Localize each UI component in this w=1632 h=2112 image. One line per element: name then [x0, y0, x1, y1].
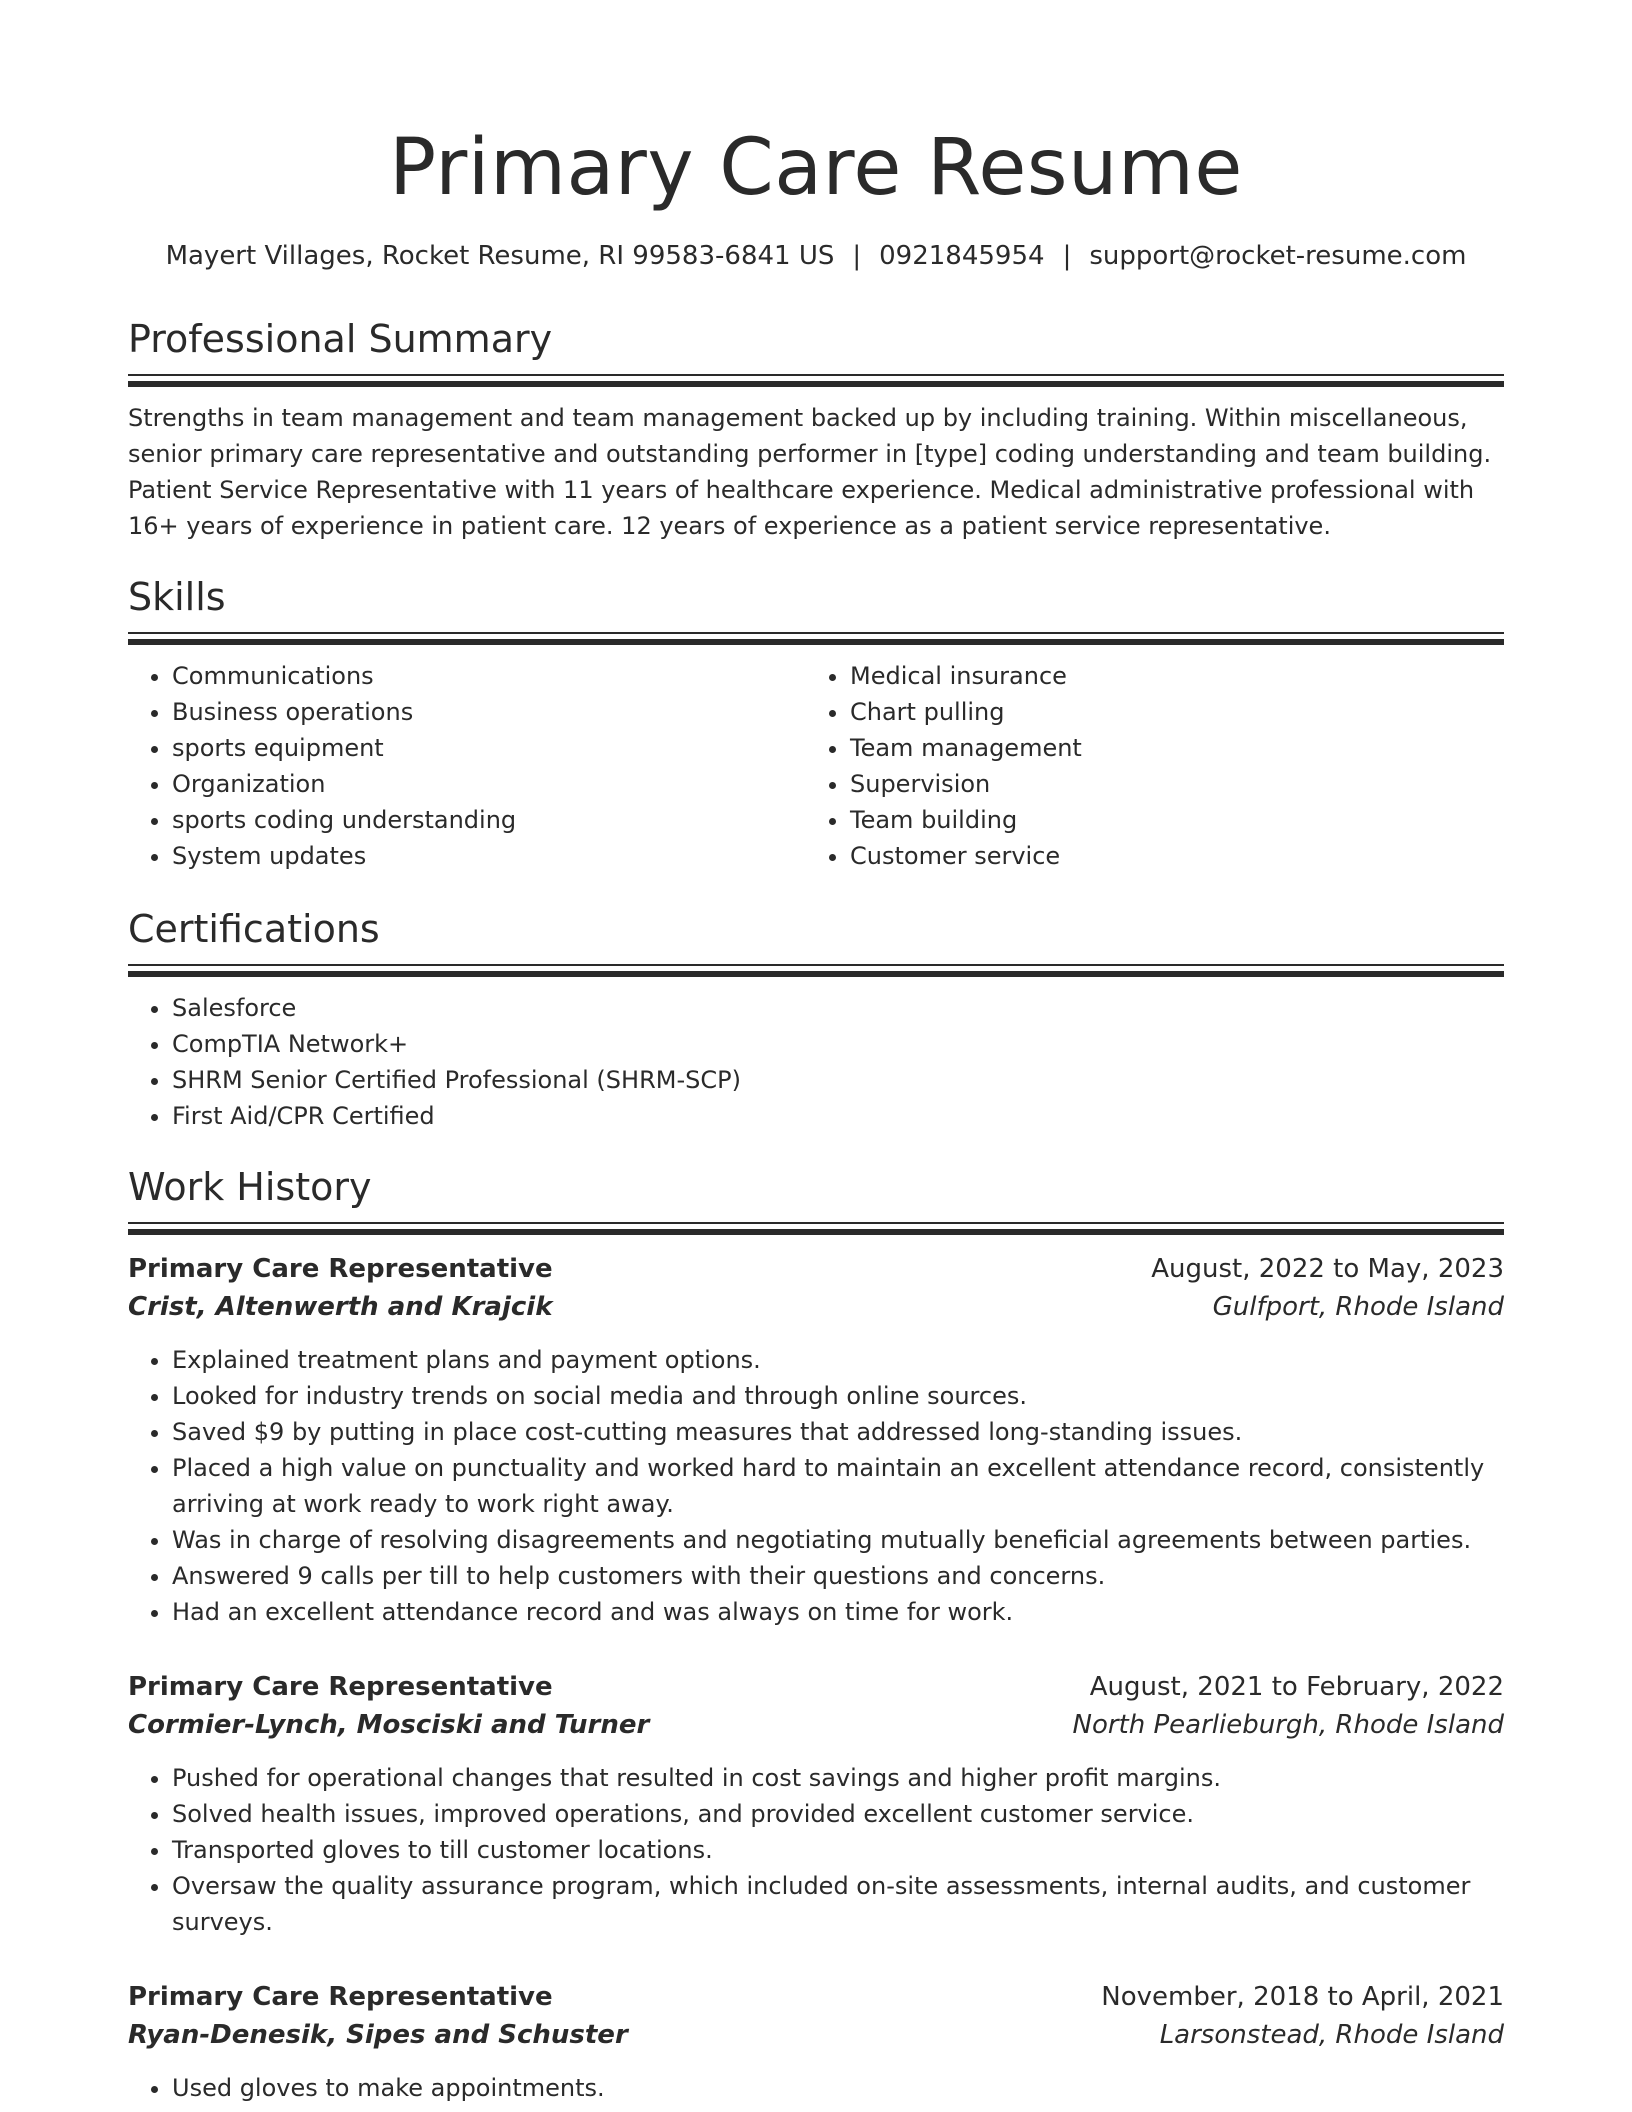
skill-item: • Team management — [850, 730, 1484, 766]
skill-item: • Customer service — [850, 838, 1484, 874]
section-divider — [128, 1222, 1504, 1236]
job-location: Larsonstead, Rhode Island — [1159, 2020, 1504, 2050]
skill-item: • Business operations — [172, 694, 806, 730]
summary-section — [128, 314, 1504, 544]
job-entry — [128, 1668, 1504, 1940]
resume-title: Primary Care Resume — [389, 123, 1243, 213]
job-company: Crist, Altenwerth and Krajcik — [128, 1292, 553, 1322]
job-bullet: • Was in charge of resolving disagreements and negotiating mutually beneficial agreements between parties. — [172, 1522, 1504, 1558]
skill-item: • Team building — [850, 802, 1484, 838]
job-bullet: • Saved $9 by putting in place cost-cutting measures that addressed long-standing issues. — [172, 1414, 1504, 1450]
contact-address: Mayert Villages, Rocket Resume, RI 99583-6841 US — [165, 241, 835, 271]
section-divider — [128, 964, 1504, 978]
skill-item: • Medical insurance — [850, 658, 1484, 694]
skill-item: • Chart pulling — [850, 694, 1484, 730]
job-bullet: • Answered 9 calls per till to help customers with their questions and concerns. — [172, 1558, 1504, 1594]
job-bullet: • Transported gloves to till customer locations. — [172, 1832, 1504, 1868]
skills-section — [128, 572, 1504, 874]
job-bullet: • Had an excellent attendance record and was always on time for work. — [172, 1594, 1504, 1630]
certification-item: • First Aid/CPR Certified — [172, 1098, 1504, 1134]
certifications-list — [128, 990, 1504, 1134]
job-bullets — [128, 1760, 1504, 1940]
skill-item: • Communications — [172, 658, 806, 694]
section-heading: Certifications — [128, 907, 380, 951]
skill-item: • System updates — [172, 838, 806, 874]
job-bullets — [128, 2070, 1504, 2106]
job-bullet: • Placed a high value on punctuality and worked hard to maintain an excellent attendance record, consistently arriving at work ready to work right away. — [172, 1450, 1504, 1522]
job-title: Primary Care Representative — [128, 1672, 553, 1702]
job-dates: August, 2022 to May, 2023 — [1151, 1254, 1504, 1284]
job-location: North Pearlieburgh, Rhode Island — [1072, 1710, 1504, 1740]
job-subheader — [128, 1706, 1504, 1744]
job-header — [128, 1668, 1504, 1706]
skill-item: • sports equipment — [172, 730, 806, 766]
skill-item: • Supervision — [850, 766, 1484, 802]
work-history-section — [128, 1162, 1504, 2106]
job-dates: August, 2021 to February, 2022 — [1089, 1672, 1504, 1702]
job-bullet: • Used gloves to make appointments. — [172, 2070, 1504, 2106]
skill-item: • sports coding understanding — [172, 802, 806, 838]
contact-line — [128, 238, 1504, 274]
certifications-section — [128, 904, 1504, 1134]
section-heading: Professional Summary — [128, 317, 553, 361]
section-divider — [128, 632, 1504, 646]
contact-email: support@rocket-resume.com — [1089, 241, 1467, 271]
job-bullet: • Explained treatment plans and payment options. — [172, 1342, 1504, 1378]
skills-list-left — [128, 658, 806, 874]
job-bullet: • Oversaw the quality assurance program, which included on-site assessments, internal audits, and customer surveys. — [172, 1868, 1504, 1940]
job-subheader — [128, 2016, 1504, 2054]
job-bullet: • Looked for industry trends on social media and through online sources. — [172, 1378, 1504, 1414]
job-title: Primary Care Representative — [128, 1982, 553, 2012]
contact-separator: | — [1062, 241, 1072, 271]
summary-text: Strengths in team management and team management backed up by including training. Within miscellaneous, senior primary care representative and outstanding performer in [type] coding understanding and team building. Patient Service Representative with 11 years of healthcare experience. Medical administrative professional with 16+ years of experience in patient care. 12 years of experience as a patient service representative. — [128, 404, 1492, 540]
job-company: Ryan-Denesik, Sipes and Schuster — [128, 2020, 628, 2050]
job-dates: November, 2018 to April, 2021 — [1101, 1982, 1504, 2012]
certification-item: • SHRM Senior Certified Professional (SHRM-SCP) — [172, 1062, 1504, 1098]
skills-columns — [128, 646, 1504, 874]
skills-list-right — [806, 658, 1484, 874]
job-header — [128, 1250, 1504, 1288]
contact-phone: 0921845954 — [879, 241, 1045, 271]
job-bullet: • Solved health issues, improved operations, and provided excellent customer service. — [172, 1796, 1504, 1832]
certification-item: • Salesforce — [172, 990, 1504, 1026]
job-title: Primary Care Representative — [128, 1254, 553, 1284]
job-entry — [128, 1250, 1504, 1630]
job-company: Cormier-Lynch, Mosciski and Turner — [128, 1710, 650, 1740]
job-bullets — [128, 1342, 1504, 1630]
job-subheader — [128, 1288, 1504, 1326]
skill-item: • Organization — [172, 766, 806, 802]
job-bullet: • Pushed for operational changes that resulted in cost savings and higher profit margins. — [172, 1760, 1504, 1796]
job-header — [128, 1978, 1504, 2016]
job-entry — [128, 1978, 1504, 2106]
section-heading: Skills — [128, 575, 226, 619]
certification-item: • CompTIA Network+ — [172, 1026, 1504, 1062]
contact-separator: | — [852, 241, 862, 271]
section-heading: Work History — [128, 1165, 372, 1209]
section-divider — [128, 374, 1504, 388]
job-location: Gulfport, Rhode Island — [1212, 1292, 1504, 1322]
